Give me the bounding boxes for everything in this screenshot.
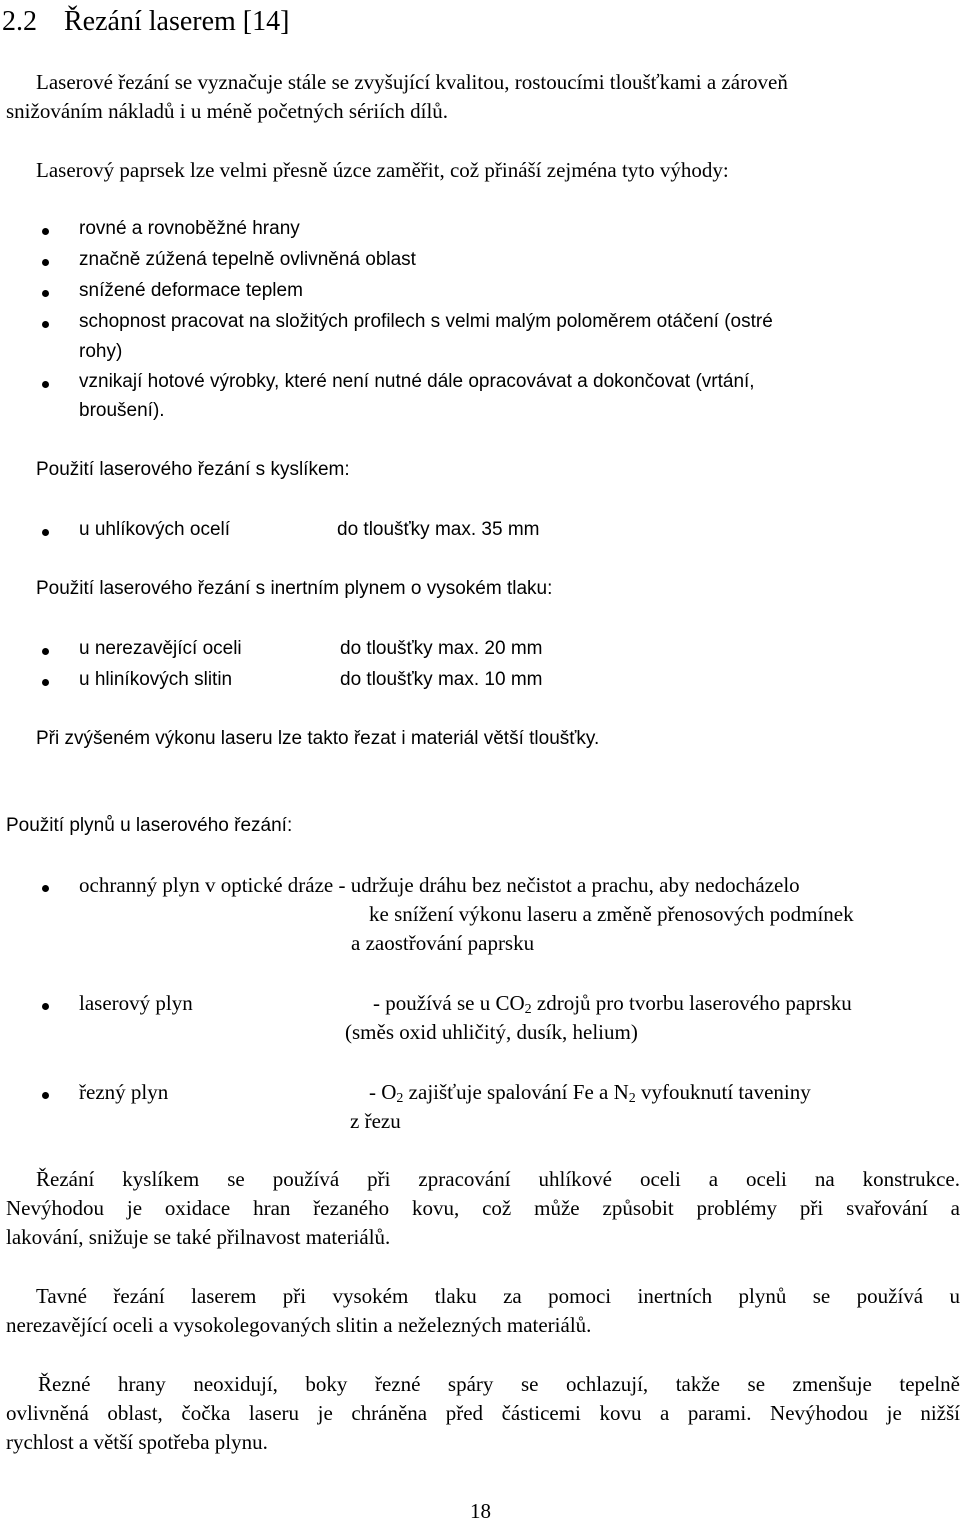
- advantage-item: rovné a rovnoběžné hrany: [79, 218, 300, 239]
- section-number: 2.2: [2, 6, 37, 37]
- advantage-item: značně zúžená tepelně ovlivněná oblast: [79, 249, 416, 270]
- para-edges-line-2: ovlivněná oblast, čočka laseru je chráněna před částicemi kovu a parami. Nevýhodou je nižší: [6, 1401, 960, 1425]
- cutting-gas-description: - $O_2$ zajišťuje spalování Fe a $N_2$ vyfouknutí taveniny: [369, 1080, 811, 1106]
- protective-gas-line-3: a zaostřování paprsku: [351, 931, 535, 955]
- bullet-icon: [42, 648, 49, 655]
- section-title: Řezání laserem [14]: [64, 6, 290, 37]
- laser-gas-description: - používá se u $CO_2$ zdrojů pro tvorbu laserového paprsku: [373, 991, 852, 1017]
- oxygen-limit: do tloušťky max. 35 mm: [337, 519, 540, 540]
- para-fusion-line-2: nerezavějící oceli a vysokolegovaných slitin a neželezných materiálů.: [6, 1313, 592, 1337]
- para-oxygen-line-1: Řezání kyslíkem se používá při zpracování uhlíkové oceli a oceli na konstrukce.: [36, 1167, 960, 1191]
- inert-lead: Použití laserového řezání s inertním plynem o vysokém tlaku:: [36, 578, 553, 599]
- oxygen-lead: Použití laserového řezání s kyslíkem:: [36, 459, 350, 480]
- inert-limit: do tloušťky max. 10 mm: [340, 669, 543, 690]
- bullet-icon: [42, 259, 49, 266]
- oxygen-material: u uhlíkových ocelí: [79, 519, 231, 540]
- advantage-item-continuation: broušení).: [79, 400, 165, 421]
- para-fusion-line-1: Tavné řezání laserem při vysokém tlaku za pomoci inertních plynů se používá u: [36, 1284, 960, 1308]
- cutting-gas-line-2: z řezu: [350, 1109, 401, 1133]
- inert-limit: do tloušťky max. 20 mm: [340, 638, 543, 659]
- advantage-item: snížené deformace teplem: [79, 280, 303, 301]
- bullet-icon: [42, 885, 49, 892]
- advantage-item: schopnost pracovat na složitých profilech s velmi malým poloměrem otáčení (ostré: [79, 311, 773, 332]
- para-edges-line-3: rychlost a větší spotřeba plynu.: [6, 1430, 268, 1454]
- advantage-item-continuation: rohy): [79, 341, 123, 362]
- para-edges-line-1: Řezné hrany neoxidují, boky řezné spáry se ochlazují, takže se zmenšuje tepelně: [38, 1372, 960, 1396]
- bullet-icon: [42, 1003, 49, 1010]
- para-oxygen-line-2: Nevýhodou je oxidace hran řezaného kovu, což může způsobit problémy při svařování a: [6, 1196, 960, 1220]
- inert-material: u hliníkových slitin: [79, 669, 233, 690]
- protective-gas-line-1: ochranný plyn v optické dráze - udržuje dráhu bez nečistot a prachu, aby nedocházelo: [79, 873, 800, 897]
- bullet-icon: [42, 1092, 49, 1099]
- bullet-icon: [42, 381, 49, 388]
- protective-gas-line-2: ke snížení výkonu laseru a změně přenosových podmínek: [369, 902, 854, 926]
- bullet-icon: [42, 679, 49, 686]
- cutting-gas-label: řezný plyn: [79, 1080, 169, 1104]
- power-note: Při zvýšeném výkonu laseru lze takto řezat i materiál větší tloušťky.: [36, 728, 600, 749]
- page-number: 18: [470, 1499, 491, 1523]
- inert-material: u nerezavějící oceli: [79, 638, 242, 659]
- gases-lead: Použití plynů u laserového řezání:: [6, 815, 293, 836]
- intro-line-2: snižováním nákladů i u méně početných sériích dílů.: [6, 99, 449, 123]
- laser-gas-line-2: (směs oxid uhličitý, dusík, helium): [345, 1020, 638, 1044]
- bullet-icon: [42, 321, 49, 328]
- advantage-item: vznikají hotové výrobky, které není nutné dále opracovávat a dokončovat (vrtání,: [79, 371, 755, 392]
- advantages-lead: Laserový paprsek lze velmi přesně úzce zaměřit, což přináší zejména tyto výhody:: [36, 158, 729, 182]
- para-oxygen-line-3: lakování, snižuje se také přilnavost materiálů.: [6, 1225, 391, 1249]
- bullet-icon: [42, 290, 49, 297]
- laser-gas-label: laserový plyn: [79, 991, 193, 1015]
- bullet-icon: [42, 529, 49, 536]
- intro-line-1: Laserové řezání se vyznačuje stále se zvyšující kvalitou, rostoucími tloušťkami a zároveň: [36, 70, 788, 94]
- bullet-icon: [42, 228, 49, 235]
